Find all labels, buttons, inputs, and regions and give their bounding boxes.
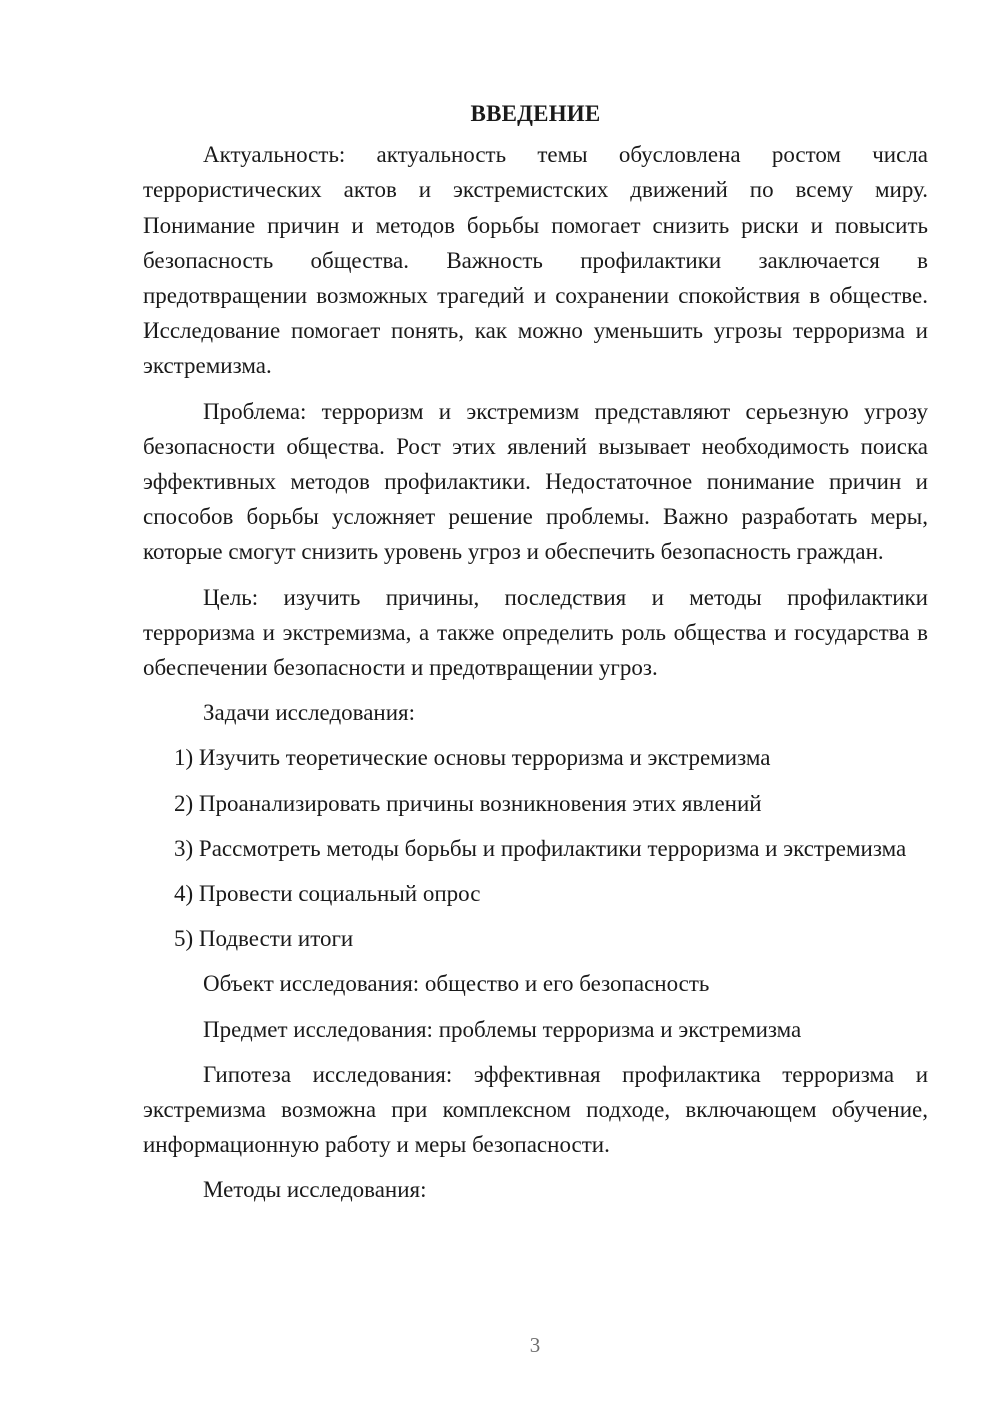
- problem-paragraph: Проблема: терроризм и экстремизм представляют серьезную угрозу безопасности общества. Рост этих явлений вызывает необходимость поиска эффективных методов профилактики. Недостаточное понимание причин и способов борьбы усложняет решение проблемы. Важно разработать меры, которые смогут снизить уровень угроз и обеспечить безопасность граждан.: [143, 398, 928, 565]
- task-item: 3) Рассмотреть методы борьбы и профилактики терроризма и экстремизма: [174, 835, 907, 861]
- task-item: 5) Подвести итоги: [174, 926, 354, 952]
- document-page: [143, 96, 928, 1218]
- tasks-heading: Задачи исследования:: [203, 700, 416, 726]
- research-hypothesis: Гипотеза исследования: эффективная профилактика терроризма и экстремизма возможна при комплексном подходе, включающем обучение, информационную работу и меры безопасности.: [143, 1061, 928, 1158]
- page-number: 3: [529, 1333, 541, 1357]
- task-item: 4) Провести социальный опрос: [174, 881, 481, 907]
- task-item: 2) Проанализировать причины возникновения этих явлений: [174, 790, 762, 816]
- methods-heading: Методы исследования:: [203, 1177, 427, 1203]
- task-item: 1) Изучить теоретические основы терроризма и экстремизма: [174, 745, 771, 771]
- goal-paragraph: Цель: изучить причины, последствия и методы профилактики терроризма и экстремизма, а также определить роль общества и государства в обеспечении безопасности и предотвращении угроз.: [143, 584, 928, 681]
- relevance-paragraph: Актуальность: актуальность темы обусловлена ростом числа террористических актов и экстремистских движений по всему миру. Понимание причин и методов борьбы помогает снизить риски и повысить безопасность общества. Важность профилактики заключается в предотвращении возможных трагедий и сохранении спокойствия в обществе. Исследование помогает понять, как можно уменьшить угрозы терроризма и экстремизма.: [143, 142, 928, 379]
- section-title: ВВЕДЕНИЕ: [470, 101, 601, 126]
- research-subject: Предмет исследования: проблемы терроризма и экстремизма: [203, 1016, 802, 1042]
- research-object: Объект исследования: общество и его безопасность: [203, 971, 710, 997]
